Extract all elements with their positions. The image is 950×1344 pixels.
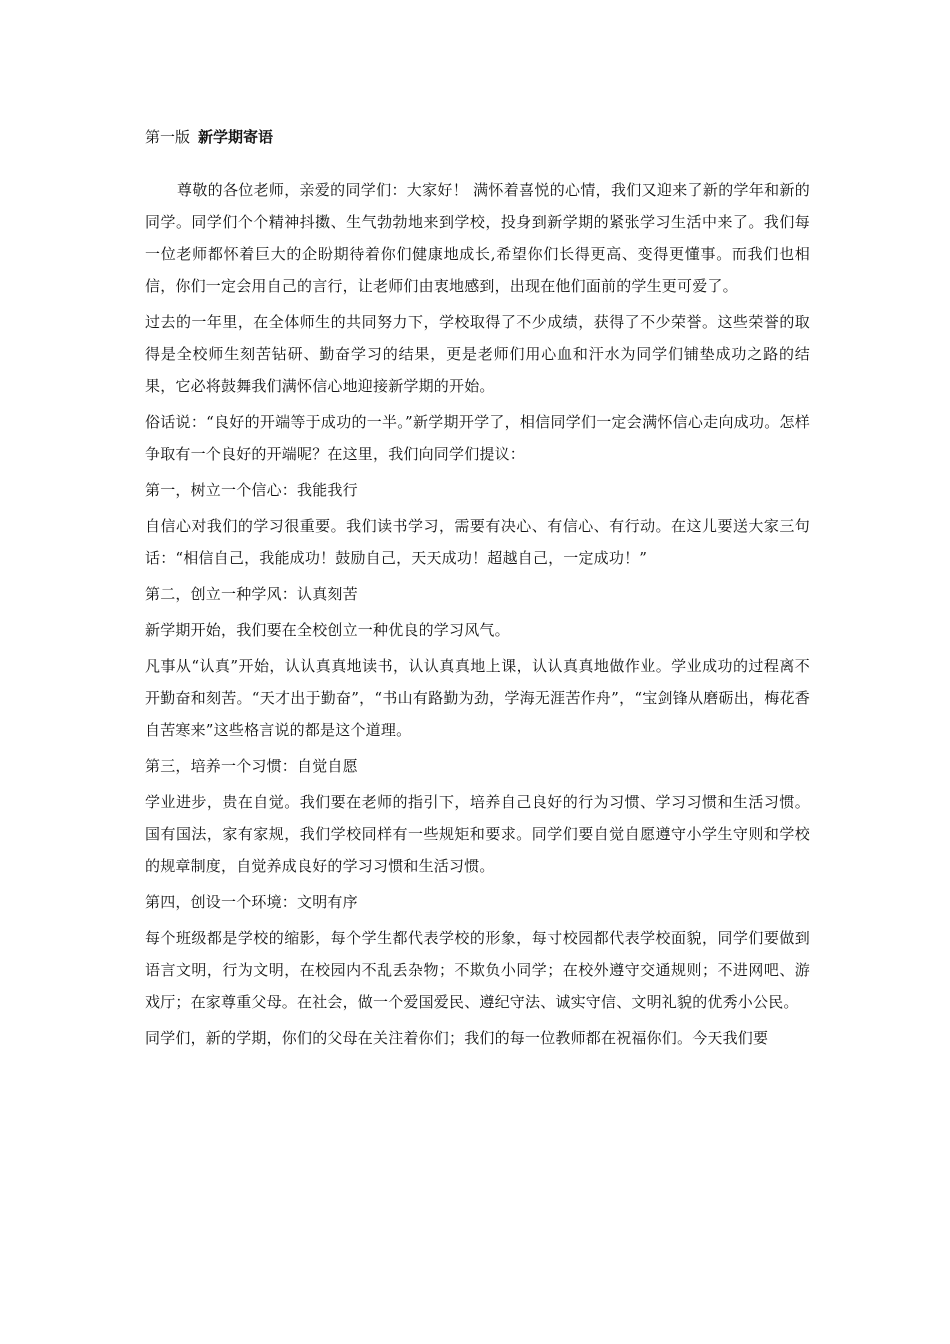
paragraph-greeting: 尊敬的各位老师，亲爱的同学们：大家好！ 满怀着喜悦的心情，我们又迎来了新的学年和新的同学。同学们个个精神抖擞、生气勃勃地来到学校，投身到新学期的紧张学习生活中来了。我们每一位老师都怀着巨大的企盼期待着你们健康地成长,希望你们长得更高、变得更懂事。而我们也相信，你们一定会用自己的言行，让老师们由衷地感到，出现在他们面前的学生更可爱了。 [145, 181, 810, 295]
paragraph-habits: 学业进步，贵在自觉。我们要在老师的指引下，培养自己良好的行为习惯、学习习惯和生活习惯。国有国法，家有家规，我们学校同样有一些规矩和要求。同学们要自觉自愿遵守小学生守则和学校的规章制度，自觉养成良好的学习习惯和生活习惯。 [145, 793, 810, 875]
title-main: 新学期寄语 [198, 128, 274, 146]
heading-second: 第二，创立一种学风：认真刻苦 [145, 585, 358, 603]
paragraph-confidence: 自信心对我们的学习很重要。我们读书学习，需要有决心、有信心、有行动。在这儿要送大家三句话：“相信自己，我能成功！鼓励自己，天天成功！超越自己，一定成功！” [145, 517, 810, 567]
heading-third: 第三，培养一个习惯：自觉自愿 [145, 757, 358, 775]
paragraph-past-year: 过去的一年里，在全体师生的共同努力下，学校取得了不少成绩，获得了不少荣誉。这些荣誉的取得是全校师生刻苦钻研、勤奋学习的结果，更是老师们用心血和汗水为同学们铺垫成功之路的结果，它必将鼓舞我们满怀信心地迎接新学期的开始。 [145, 313, 810, 395]
paragraph-closing: 同学们，新的学期，你们的父母在关注着你们；我们的每一位教师都在祝福你们。今天我们要 [145, 1029, 769, 1047]
paragraph-civility: 每个班级都是学校的缩影，每个学生都代表学校的形象，每寸校园都代表学校面貌，同学们要做到语言文明，行为文明，在校园内不乱丢杂物；不欺负小同学；在校外遵守交通规则；不进网吧、游戏厅；在家尊重父母。在社会，做一个爱国爱民、遵纪守法、诚实守信、文明礼貌的优秀小公民。 [145, 929, 810, 1011]
title-prefix: 第一版 [145, 128, 191, 146]
document-body [145, 174, 810, 1058]
document-title [145, 126, 273, 148]
heading-first: 第一，树立一个信心：我能我行 [145, 481, 358, 499]
paragraph-diligence: 凡事从“认真”开始，认认真真地读书，认认真真地上课，认认真真地做作业。学业成功的过程离不开勤奋和刻苦。“天才出于勤奋”，“书山有路勤为劲，学海无涯苦作舟”，“宝剑锋从磨砺出，梅花香自苦寒来”这些格言说的都是这个道理。 [145, 657, 810, 739]
paragraph-proverb: 俗话说：“良好的开端等于成功的一半。”新学期开学了，相信同学们一定会满怀信心走向成功。怎样争取有一个良好的开端呢？在这里，我们向同学们提议： [145, 413, 810, 463]
heading-fourth: 第四，创设一个环境：文明有序 [145, 893, 358, 911]
paragraph-study-style: 新学期开始，我们要在全校创立一种优良的学习风气。 [145, 621, 510, 639]
